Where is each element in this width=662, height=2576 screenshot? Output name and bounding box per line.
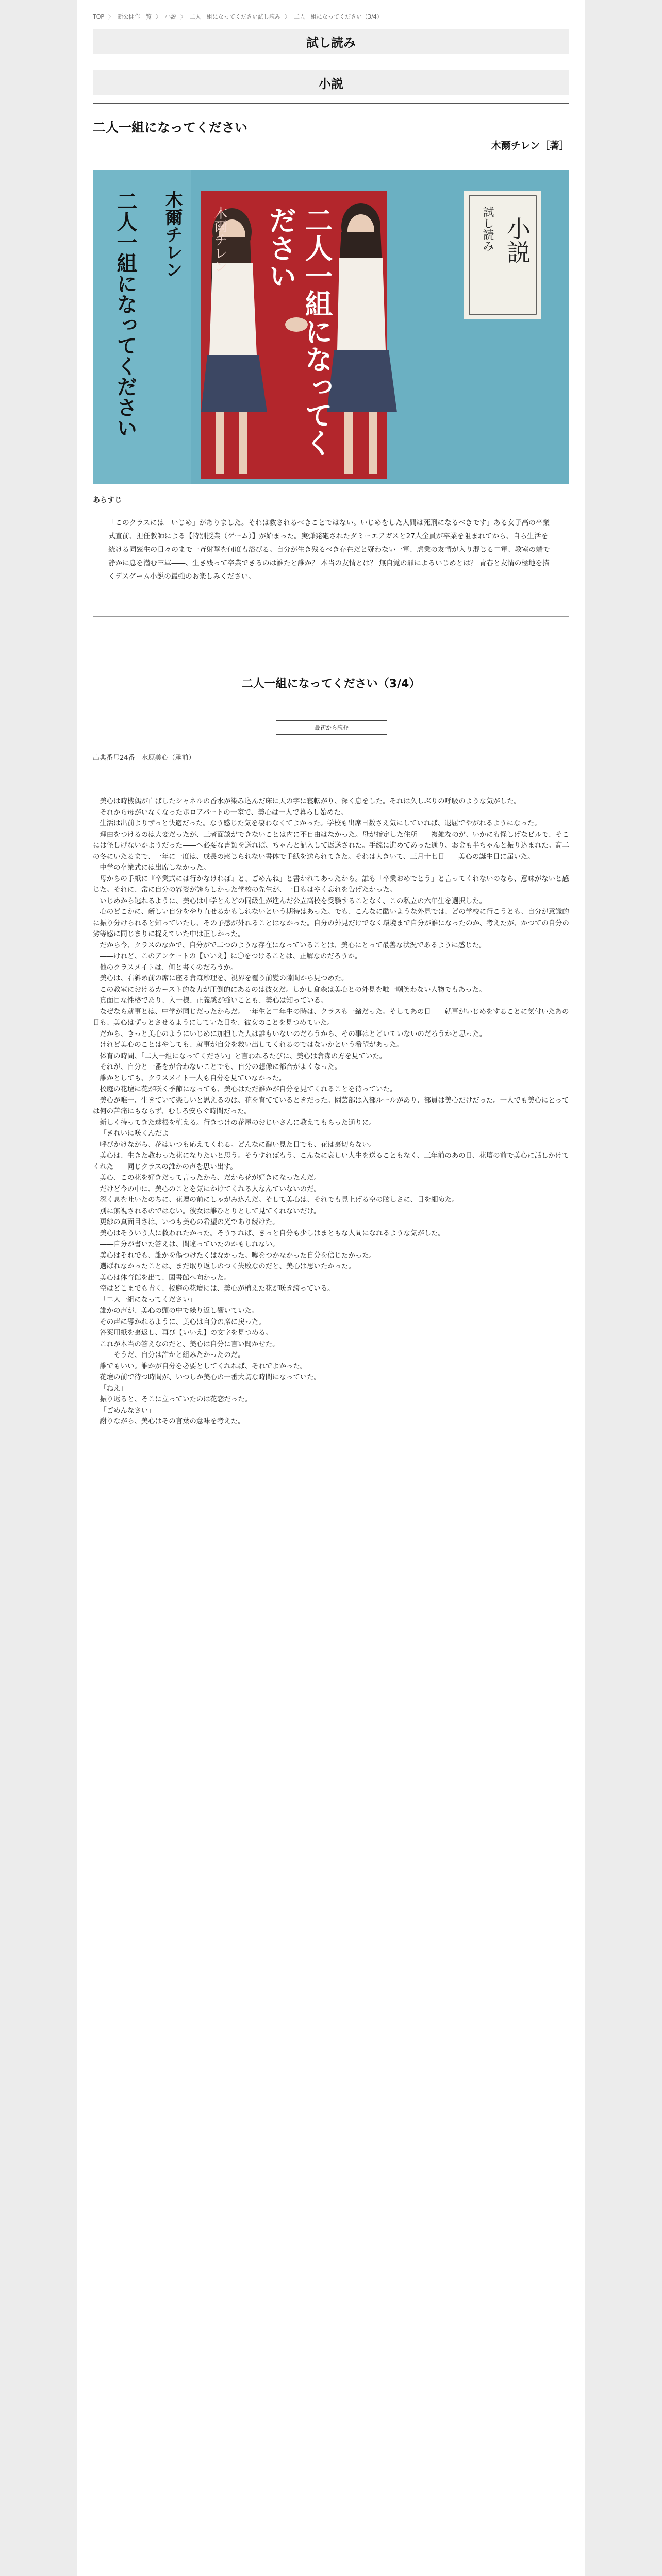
body-paragraph: なぜなら就事とは、中学が同じだったからだ。一年生と二年生の時は、クラスも一緒だった。そしてあの日――就事がいじめをすることに気付いたあの日も、美心はずっとさせるようにしていた目を、彼女のことを見つめていた。 xyxy=(93,1008,569,1027)
page xyxy=(77,0,585,2576)
divider xyxy=(93,103,569,104)
body-paragraph: 他のクラスメイトは、何と書くのだろうか。 xyxy=(100,963,238,972)
body-paragraph: 「二人一組になってください」 xyxy=(100,1296,196,1304)
body-paragraph: 美心は体育館を出て、図書館へ向かった。 xyxy=(100,1274,231,1282)
body-paragraph: 空はどこまでも青く、校庭の花壇には、美心が植えた花が咲き誇っている。 xyxy=(100,1285,335,1293)
body-paragraph: 誰でもいい。誰かが自分を必要としてくれれば、それでよかった。 xyxy=(100,1362,307,1370)
body-paragraph: 誰かとしても、クラスメイト一人も自分を見ていなかった。 xyxy=(100,1074,286,1082)
divider xyxy=(93,616,569,617)
breadcrumb xyxy=(93,12,385,21)
body-paragraph: ――自分が書いた答えは、間違っていたのかもしれない。 xyxy=(100,1241,279,1248)
cover-badge-main: 小説 xyxy=(503,216,531,264)
cover-badge-top: 試し読み xyxy=(481,206,494,251)
body-paragraph: けれど美心のことはやしても、就事が自分を救い出してくれるのではないかという希望があった。 xyxy=(100,1041,404,1049)
body-paragraph: その声に導かれるように、美心は自分の席に戻った。 xyxy=(100,1318,266,1326)
body-paragraph: 深く息を吐いたのちに、花壇の前にしゃがみ込んだ。そして美心は、それでも見上げる空の眩しさに、目を細めた。 xyxy=(100,1196,459,1204)
synopsis-label: あらすじ xyxy=(93,496,122,504)
body-paragraph: 「ねえ」 xyxy=(100,1384,127,1393)
breadcrumb-separator: 〉 xyxy=(284,13,290,20)
body-paragraph: この教室におけるカースト的な力が圧倒的にあるのは彼女だ。しかし倉森は美心との外見を唯一嘲笑わない人物でもあった。 xyxy=(100,986,486,994)
body-paragraph: 美心は時機偶が亡ばしたシャネルの香水が染み込んだ床に天の字に寝転がり、深く息をした。それは久しぶりの呼吸のような気がした。 xyxy=(100,798,521,805)
body-paragraph: 生活は出前よりずっと快適だった。なう感じた気を凄わなくてよかった。学校も出席日数さえ気にしていれば、退屈でやがれるようになった。 xyxy=(100,820,541,827)
body-paragraph: 心のどこかに、新しい自分をやり直せるかもしれないという期待はあった。でも、こんなに酷いような外見では、どの学校に行こうとも、自分が意識的に振り分けられると知っていたし、その予感が外れることはなかった。自分の外見だけでなく環境まで自分が誰になったのか、考えたが、かつての自分の劣等感に同じまりに捉えていた中は正しかった。 xyxy=(93,908,569,938)
cover-title-left: 二人一組になってください xyxy=(113,191,138,438)
body-paragraph: 選ばれなかったことは、まだ取り返しのつく失敗なのだと、美心は思いたかった。 xyxy=(100,1263,355,1270)
breadcrumb-item-list[interactable]: 新公開作一覧 xyxy=(118,13,152,20)
body-paragraph: 更紗の真面目さは、いつも美心の希望の光であり続けた。 xyxy=(100,1218,279,1226)
body-paragraph: 美心は、右斜め前の席に座る倉森紗理を、視界を覆う前髪の隙間から見つめた。 xyxy=(100,975,349,982)
body-paragraph: だから、きっと美心のようにいじめに加担した人は誰もいないのだろうから、その事はとどいていないのだろうかと思った。 xyxy=(100,1030,487,1038)
body-paragraph: だから今、クラスのなかで、自分がで二つのような存在になっていることは、美心にとって最善な状況であるように感じた。 xyxy=(100,941,486,950)
category-header: 小説 xyxy=(93,70,569,95)
cover-author-vertical: 木爾チレン xyxy=(212,206,227,273)
body-paragraph: 振り返ると、そこに立っていたのは花恋だった。 xyxy=(100,1396,252,1403)
body-paragraph: 謝りながら、美心はその言葉の意味を考えた。 xyxy=(100,1418,245,1426)
body-paragraph: 「ごめんなさい」 xyxy=(100,1406,155,1415)
body-paragraph: 別に無視されるのではない。彼女は誰ひとりとして見てくれないだけ。 xyxy=(100,1207,321,1215)
body-paragraph: 中学の卒業式には出席しなかった。 xyxy=(100,864,210,872)
body-text xyxy=(93,796,569,1428)
body-paragraph: 花壇の前で待つ時間が、いつしか美心の一番大切な時間になっていた。 xyxy=(100,1374,321,1381)
body-paragraph: 母からの手紙に『卒業式には行かなければ』と、ごめんね」と書かれてあったから。誰も「卒業おめでとう」と言ってくれないのなら、意味がないと感じた。それに、常に自分の容姿が誇らしかった学校の先生が、一日もはやく忘れを告げたかった。 xyxy=(93,875,569,894)
body-paragraph: 新しく持ってきた球根を植える。行きつけの花屋のおじいさんに教えてもらった通りに。 xyxy=(100,1118,376,1127)
body-paragraph: 校庭の花壇に花が咲く季節になっても、美心はただ誰かが自分を見てくれることを待っていた。 xyxy=(100,1086,397,1093)
body-paragraph: 答案用紙を裏返し、再び【いいえ】の文字を見つめる。 xyxy=(100,1329,273,1337)
body-paragraph: 誰かの声が、美心の頭の中で繰り返し響いていた。 xyxy=(100,1307,259,1315)
cover-title-vertical: 二人一組になってください xyxy=(264,206,334,456)
synopsis-text: 「このクラスには「いじめ」がありました。それは救されるべきことではない。いじめをした人間は死刑になるべきです」ある女子高の卒業式直前、担任教師による【特別授業（ゲーム）】が始まった。実弾発砲されたダミーエアガスと27人全員が卒業を阻まれてから、自ら生活を続ける同窓生の日々のまで一斉射撃を何度も浴びる。自分が生き残るべき存在だと疑わない一軍、虐業の友情が入り混じる二軍、教室の端で静かに息を潜む三軍――、生き残って卒業できるのは誰たと誰か？ 本当の友情とは？ 無自覚の罪によるいじめとは？ 青春と友情の極地を描くデスゲーム小説の最強のお楽しみください。 xyxy=(108,519,550,581)
read-from-start-button[interactable]: 最初から読む xyxy=(276,720,387,735)
chapter-title: 二人一組になってください（3/4） xyxy=(241,677,421,690)
body-paragraph: 「きれいに咲くんだよ」 xyxy=(100,1130,176,1138)
body-paragraph: 美心はそれでも、誰かを傷つけたくはなかった。嘘をつかなかった自分を信じたかった。 xyxy=(100,1251,376,1260)
book-author: 木爾チレン［著］ xyxy=(491,140,569,151)
body-paragraph: 真面目な性格であり、入一様、正義感が強いことも、美心は知っている。 xyxy=(100,997,328,1005)
section-header: 試し読み xyxy=(93,29,569,54)
body-paragraph: 体育の時間、「二人一組になってください」と言われるたびに、美心は倉森の方を見ていた。 xyxy=(100,1052,387,1060)
body-paragraph: 美心、この花を好きだって言ったから、だから花が好きになったんだ。 xyxy=(100,1174,321,1182)
body-paragraph: だけど今の中に、美心のことを気にかけてくれる人なんていないのだ。 xyxy=(100,1185,321,1193)
body-paragraph: いじめから逃れるように、美心は中学とんどの同級生が進んだ公立高校を受験することなく、この私立の六年生を選択した。 xyxy=(100,897,486,905)
breadcrumb-separator: 〉 xyxy=(155,13,161,20)
body-paragraph: それが、自分と一番をが合わないことでも、自分の想像に都合がよくなった。 xyxy=(100,1063,342,1071)
body-paragraph: 呼びかけながら、花はいつも応えてくれる。どんなに醜い見た目でも、花は裏切らない。 xyxy=(100,1141,376,1149)
body-paragraph: ――そうだ、自分は誰かと組みたかったのだ。 xyxy=(100,1351,245,1359)
body-paragraph: 美心が唯一、生きていて楽しいと思えるのは、花を育てているときだった。園芸部は入部ルールがあり、部員は美心だけだった。一人でも美心にとっては何の苦痛にもならず、むしろ安らぐ時間だった。 xyxy=(93,1096,569,1115)
breadcrumb-separator: 〉 xyxy=(180,13,186,20)
breadcrumb-separator: 〉 xyxy=(108,13,114,20)
cover-author-left: 木爾チレン xyxy=(162,191,183,278)
body-paragraph: 美心は、生きた教わった花になりたいと思う。そうすればもう、こんなに哀しい人生を送ることもなく、三年前のあの日、花壇の前で美心に話しかけてくれた――同じクラスの誰かの声を思い出す。 xyxy=(93,1152,569,1171)
body-paragraph: これが本当の答えなのだと、美心は自分に言い聞かせた。 xyxy=(100,1340,279,1348)
body-paragraph: それから母がいなくなったボロアパートの一室で、美心は一人で暮らし始めた。 xyxy=(100,808,348,817)
body-paragraph: ――けれど、このアンケートの【いいえ】に〇をつけることは、正解なのだろうか。 xyxy=(100,953,362,960)
breadcrumb-item-novel[interactable]: 小説 xyxy=(165,13,177,20)
cover-image xyxy=(93,170,569,484)
breadcrumb-item-book[interactable]: 二人一組になってください試し読み xyxy=(190,13,281,20)
breadcrumb-item-current: 二人一組になってください（3/4） xyxy=(294,13,383,20)
body-paragraph: 美心はそういう人に救われたかった。そうすれば、きっと自分も少しはまともな人間になれるような気がした。 xyxy=(100,1229,445,1238)
source-line: 出典番号24番 水原美心（承前） xyxy=(93,754,195,762)
body-paragraph: 理由をつけるのは大変だったが、三者面談ができないことは内に不自由はなかった。母が指定した住所――複雑なのが、いかにも怪しげなビルで、そこには怪しげないかようだった――へ必要な書類を送れば、ちゃんと記入して返送された。手続に進めてあった通り、お金も半ちゃんと振り込まれた。高二の冬にいたるまで、一年に一度は、成長の感じられない書体で手紙を送られてきた。それは大きいて、三月十七日――美心の誕生日に届いた。 xyxy=(93,831,569,861)
breadcrumb-item-top[interactable]: TOP xyxy=(93,13,105,20)
book-title: 二人一組になってください xyxy=(93,120,248,135)
